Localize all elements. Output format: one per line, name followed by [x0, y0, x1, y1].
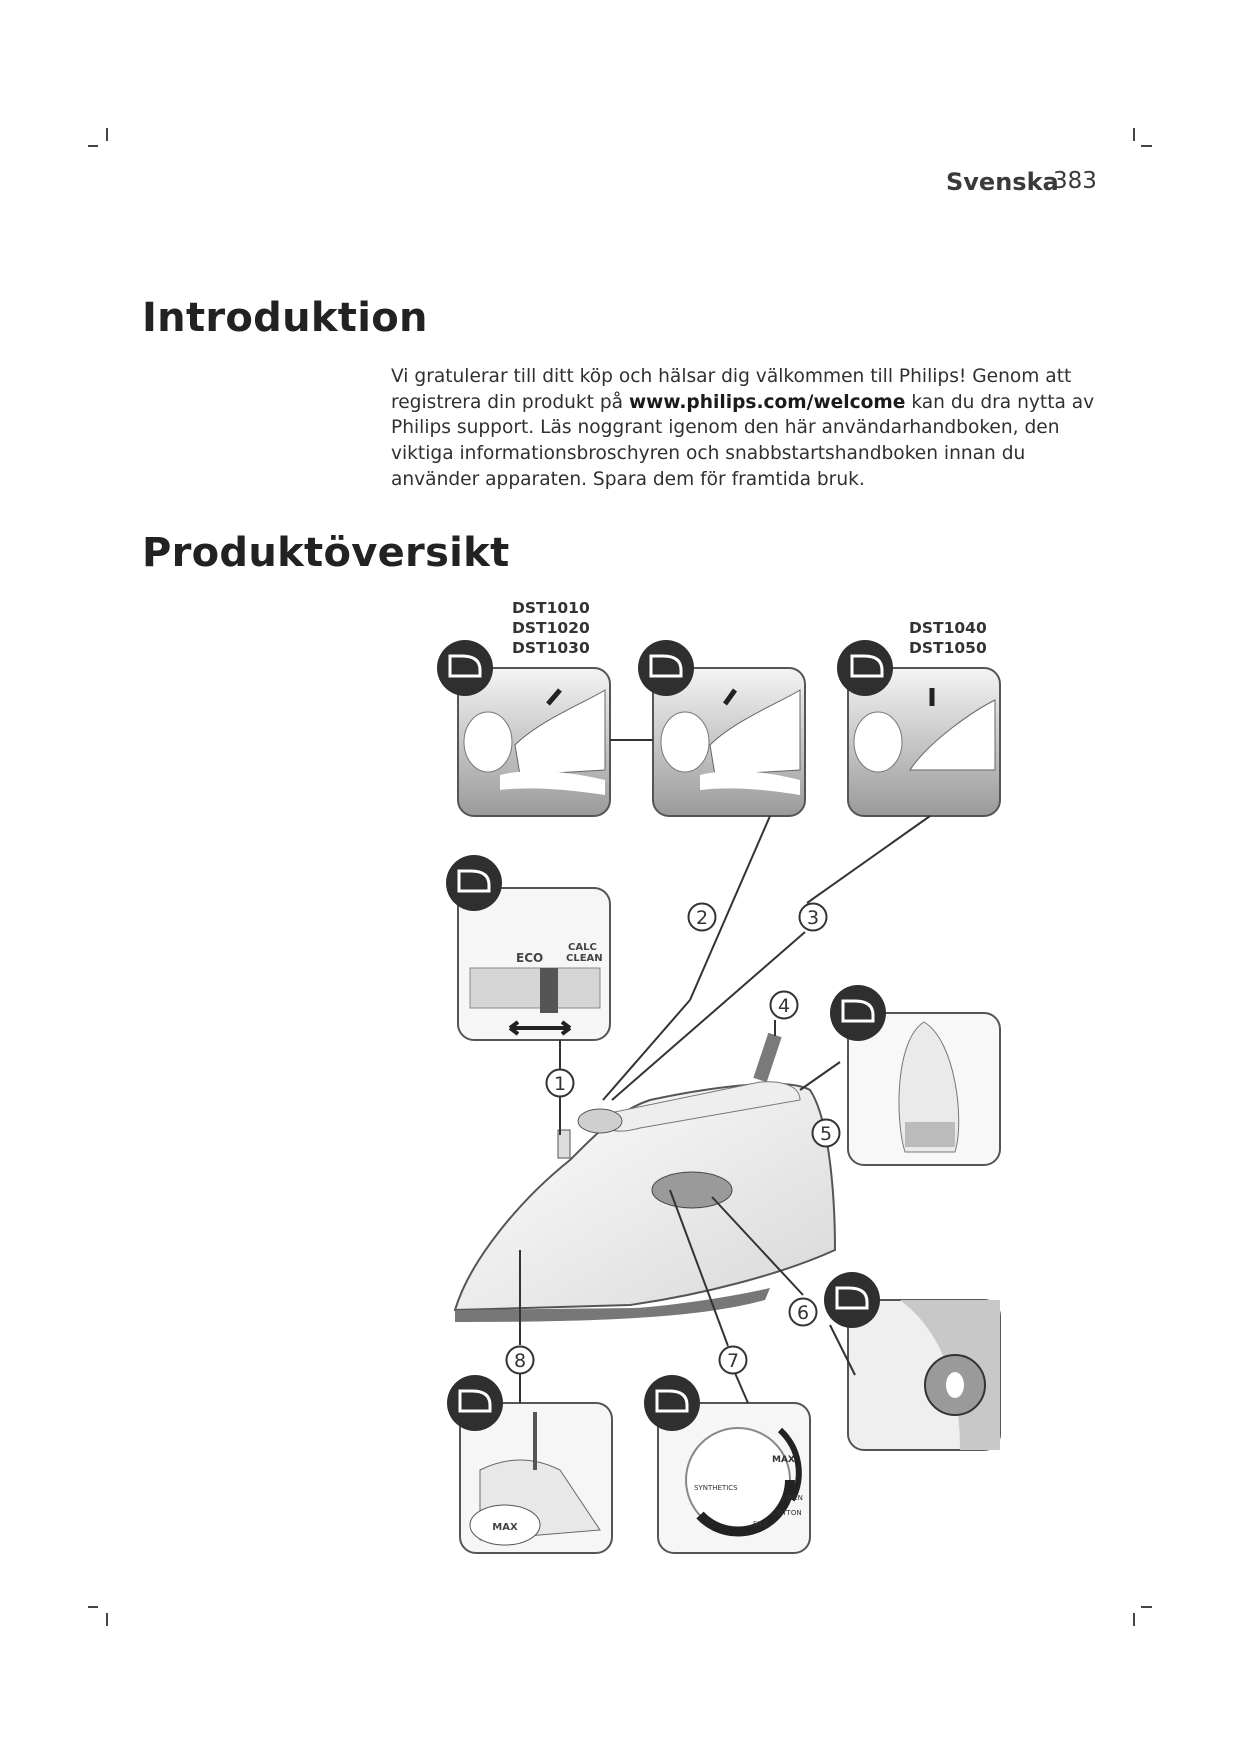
panel-steam-button — [848, 1300, 1000, 1450]
calc-label: CALC — [568, 942, 597, 953]
svg-text:8: 8 — [513, 1350, 527, 1372]
svg-text:1: 1 — [553, 1073, 567, 1095]
svg-text:2: 2 — [695, 907, 709, 929]
svg-text:6: 6 — [796, 1302, 810, 1324]
intro-text-1: Vi gratulerar till ditt köp och hälsar dig välkommen till Philips! Genom att registrera din produkt på — [391, 366, 1072, 413]
iron-steam-icon-2 — [638, 640, 694, 696]
svg-text:4: 4 — [777, 995, 791, 1017]
callout-8 — [507, 1347, 534, 1374]
page-number: 383 — [1053, 168, 1097, 194]
svg-text:5: 5 — [819, 1123, 833, 1145]
intro-heading: Introduktion — [142, 295, 428, 341]
callout-3 — [800, 904, 827, 931]
water-fill-icon — [447, 1375, 503, 1431]
model-dst1030: DST1030 — [512, 639, 590, 657]
dial-max-label: MAX — [772, 1455, 795, 1465]
iron-steam-icon — [437, 640, 493, 696]
callout-4 — [771, 992, 798, 1019]
dial-linen-label: LINEN — [782, 1494, 803, 1502]
model-dst1050: DST1050 — [909, 639, 987, 657]
model-dst1040: DST1040 — [909, 619, 987, 637]
intro-text-2: kan du dra nytta av Philips support. Läs noggrant igenom den här användarhandboken, den viktiga informationsbroschyren och snabbstartshandboken innan du använder apparaten. Spara dem för framtida bruk. — [391, 391, 1095, 490]
callout-7 — [720, 1347, 747, 1374]
dial-synthetics-label: SYNTHETICS — [694, 1484, 738, 1492]
svg-text:7: 7 — [726, 1350, 740, 1372]
model-dst1020: DST1020 — [512, 619, 590, 637]
spray-icon — [837, 640, 893, 696]
svg-text:3: 3 — [806, 907, 820, 929]
model-dst1010: DST1010 — [512, 599, 590, 617]
steam-setting-icon — [446, 855, 502, 911]
header-language: Svenska — [946, 168, 1059, 196]
callout-5 — [813, 1120, 840, 1147]
temperature-icon — [644, 1375, 700, 1431]
soleplate-icon — [830, 985, 886, 1041]
steam-button-icon — [824, 1272, 880, 1328]
philips-welcome-link[interactable]: www.philips.com/welcome — [629, 391, 906, 413]
callout-6 — [790, 1299, 817, 1326]
callout-2 — [689, 904, 716, 931]
clean-label: CLEAN — [566, 953, 603, 964]
max-fill-label: MAX — [492, 1522, 518, 1533]
panel-steam-slider — [458, 888, 610, 1040]
steam-iron — [455, 1035, 835, 1322]
dial-silk-label: SILK — [753, 1520, 768, 1528]
eco-label: ECO — [516, 951, 544, 965]
dial-cotton-label: COTTON — [772, 1509, 802, 1517]
callout-1 — [547, 1070, 574, 1097]
overview-heading: Produktöversikt — [142, 530, 510, 576]
